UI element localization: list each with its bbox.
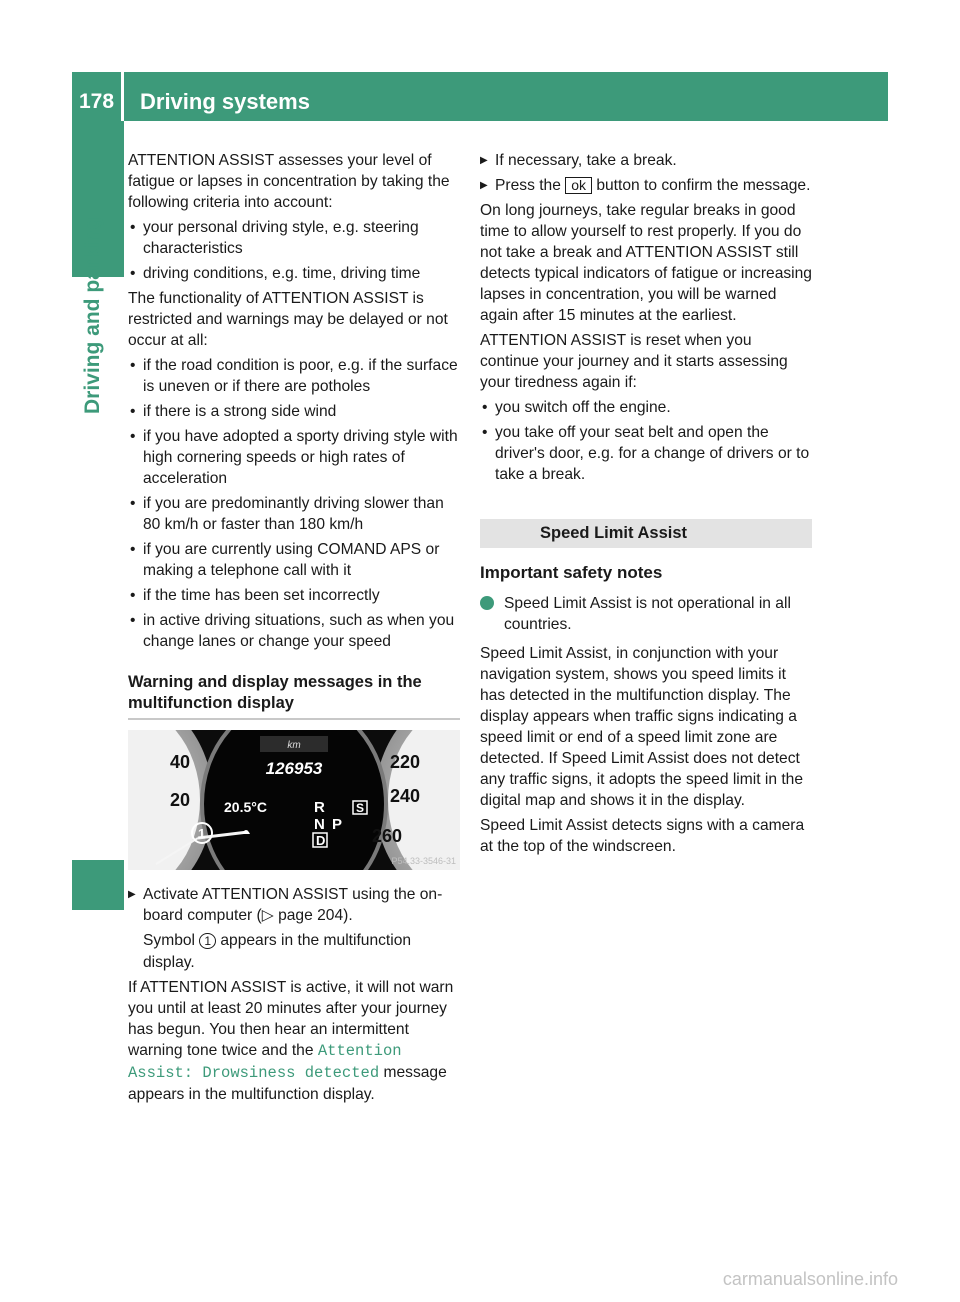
drive-mode: S [356, 801, 365, 815]
gear-indicator: R [314, 799, 325, 816]
paragraph [128, 930, 460, 973]
ok-button-symbol: ok [565, 177, 592, 194]
side-block [72, 860, 124, 910]
info-text: Speed Limit Assist is not operational in all countries. [504, 595, 791, 633]
callout-number: 1 [198, 826, 206, 841]
speed-label: 20 [170, 790, 191, 810]
gear-indicator: N [314, 816, 325, 833]
step-text: Press the [495, 177, 566, 194]
list-item: • if there is a strong side wind [128, 401, 460, 422]
speed-label: 40 [170, 752, 191, 772]
temperature: 20.5°C [224, 799, 267, 815]
paragraph: On long journeys, take regular breaks in good time to allow yourself to rest properly. If you do not take a break and ATTENTION ASSIST still detects typical indicators of fatigue or increasing lapses in concentration, you will be warned again after 15 minutes at the earliest. [480, 202, 812, 324]
left-column [128, 150, 460, 1109]
paragraph [128, 977, 460, 1105]
chapter-label: Driving and parking [81, 216, 104, 414]
list-item: • you switch off the engine. [480, 397, 812, 418]
instrument-cluster-image [128, 730, 460, 870]
speed-label: 240 [390, 786, 421, 806]
step-text: Symbol [143, 932, 200, 949]
paragraph: ATTENTION ASSIST assesses your level of fatigue or lapses in concentration by taking the following criteria into account: [128, 152, 450, 211]
subsection-heading: Important safety notes [480, 563, 663, 582]
list-item: • if you are currently using COMAND APS or making a telephone call with it [128, 539, 460, 581]
instruction-step [480, 175, 812, 196]
speed-label: 260 [372, 826, 403, 846]
step-text: button to confirm the message. [592, 177, 811, 194]
speed-label: 220 [390, 752, 421, 772]
page-ref-icon: ▷ [261, 907, 274, 924]
instrument-cluster-illustration [128, 730, 460, 870]
odometer-unit: km [287, 740, 301, 751]
list-item: • if you have adopted a sporty driving style with high cornering speeds or high rates of acceleration [128, 426, 460, 489]
image-code: P54.33-3546-31 [391, 856, 456, 866]
body-text: message appears in the multifunction display. [128, 1064, 447, 1103]
page-number: 178 [72, 72, 124, 121]
paragraph: The functionality of ATTENTION ASSIST is restricted and warnings may be delayed or not occur at all: [128, 290, 448, 349]
list-item: • if the time has been set incorrectly [128, 585, 460, 606]
odometer: 126953 [265, 759, 323, 778]
paragraph: Speed Limit Assist detects signs with a camera at the top of the windscreen. [480, 817, 805, 855]
instruction-step: ▶ If necessary, take a break. [480, 150, 812, 171]
section-title: Driving systems [140, 88, 310, 114]
gear-indicator: D [316, 833, 326, 848]
gear-indicator: P [332, 816, 343, 833]
paragraph: ATTENTION ASSIST is reset when you continue your journey and it starts assessing your tiredness again if: [480, 332, 788, 391]
section-heading: Warning and display messages in the multifunction display [128, 672, 460, 720]
step-text: appears in the multifunction display. [143, 932, 412, 971]
page-header [72, 72, 888, 121]
info-icon: i [480, 596, 494, 610]
watermark: carmanualsonline.info [722, 1269, 898, 1289]
list-item: • if you are predominantly driving slower than 80 km/h or faster than 180 km/h [128, 493, 460, 535]
body-text: If ATTENTION ASSIST is active, it will not warn you until at least 20 minutes after your journey has begun. You then hear an intermittent warning tone twice and the [128, 979, 454, 1059]
step-text: Activate ATTENTION ASSIST using the on-board computer ( [143, 886, 443, 924]
list-item: • your personal driving style, e.g. steering characteristics [128, 217, 460, 259]
list-item: • if the road condition is poor, e.g. if the surface is uneven or if there are potholes [128, 355, 460, 397]
paragraph: Speed Limit Assist, in conjunction with your navigation system, shows you speed limits it has detected in the multifunction display. The display appears when traffic signs indicating a speed limit or end of a speed limit zone are detected. If Speed Limit Assist does not detect any traffic signs, it adopts the speed limit in the digital map and shows it in the display. [480, 645, 804, 809]
section-heading: Speed Limit Assist [480, 519, 812, 548]
display-message: Attention Assist: Drowsiness detected [128, 1042, 402, 1082]
instruction-step [128, 884, 460, 926]
info-note [473, 593, 812, 635]
list-item: • in active driving situations, such as when you change lanes or change your speed [128, 610, 460, 652]
right-column [473, 150, 812, 861]
list-item: • you take off your seat belt and open the driver's door, e.g. for a change of drivers or to take a break. [480, 422, 812, 485]
step-text: page 204). [273, 907, 353, 924]
list-item: • driving conditions, e.g. time, driving time [128, 263, 460, 284]
callout-ref: 1 [199, 933, 216, 949]
